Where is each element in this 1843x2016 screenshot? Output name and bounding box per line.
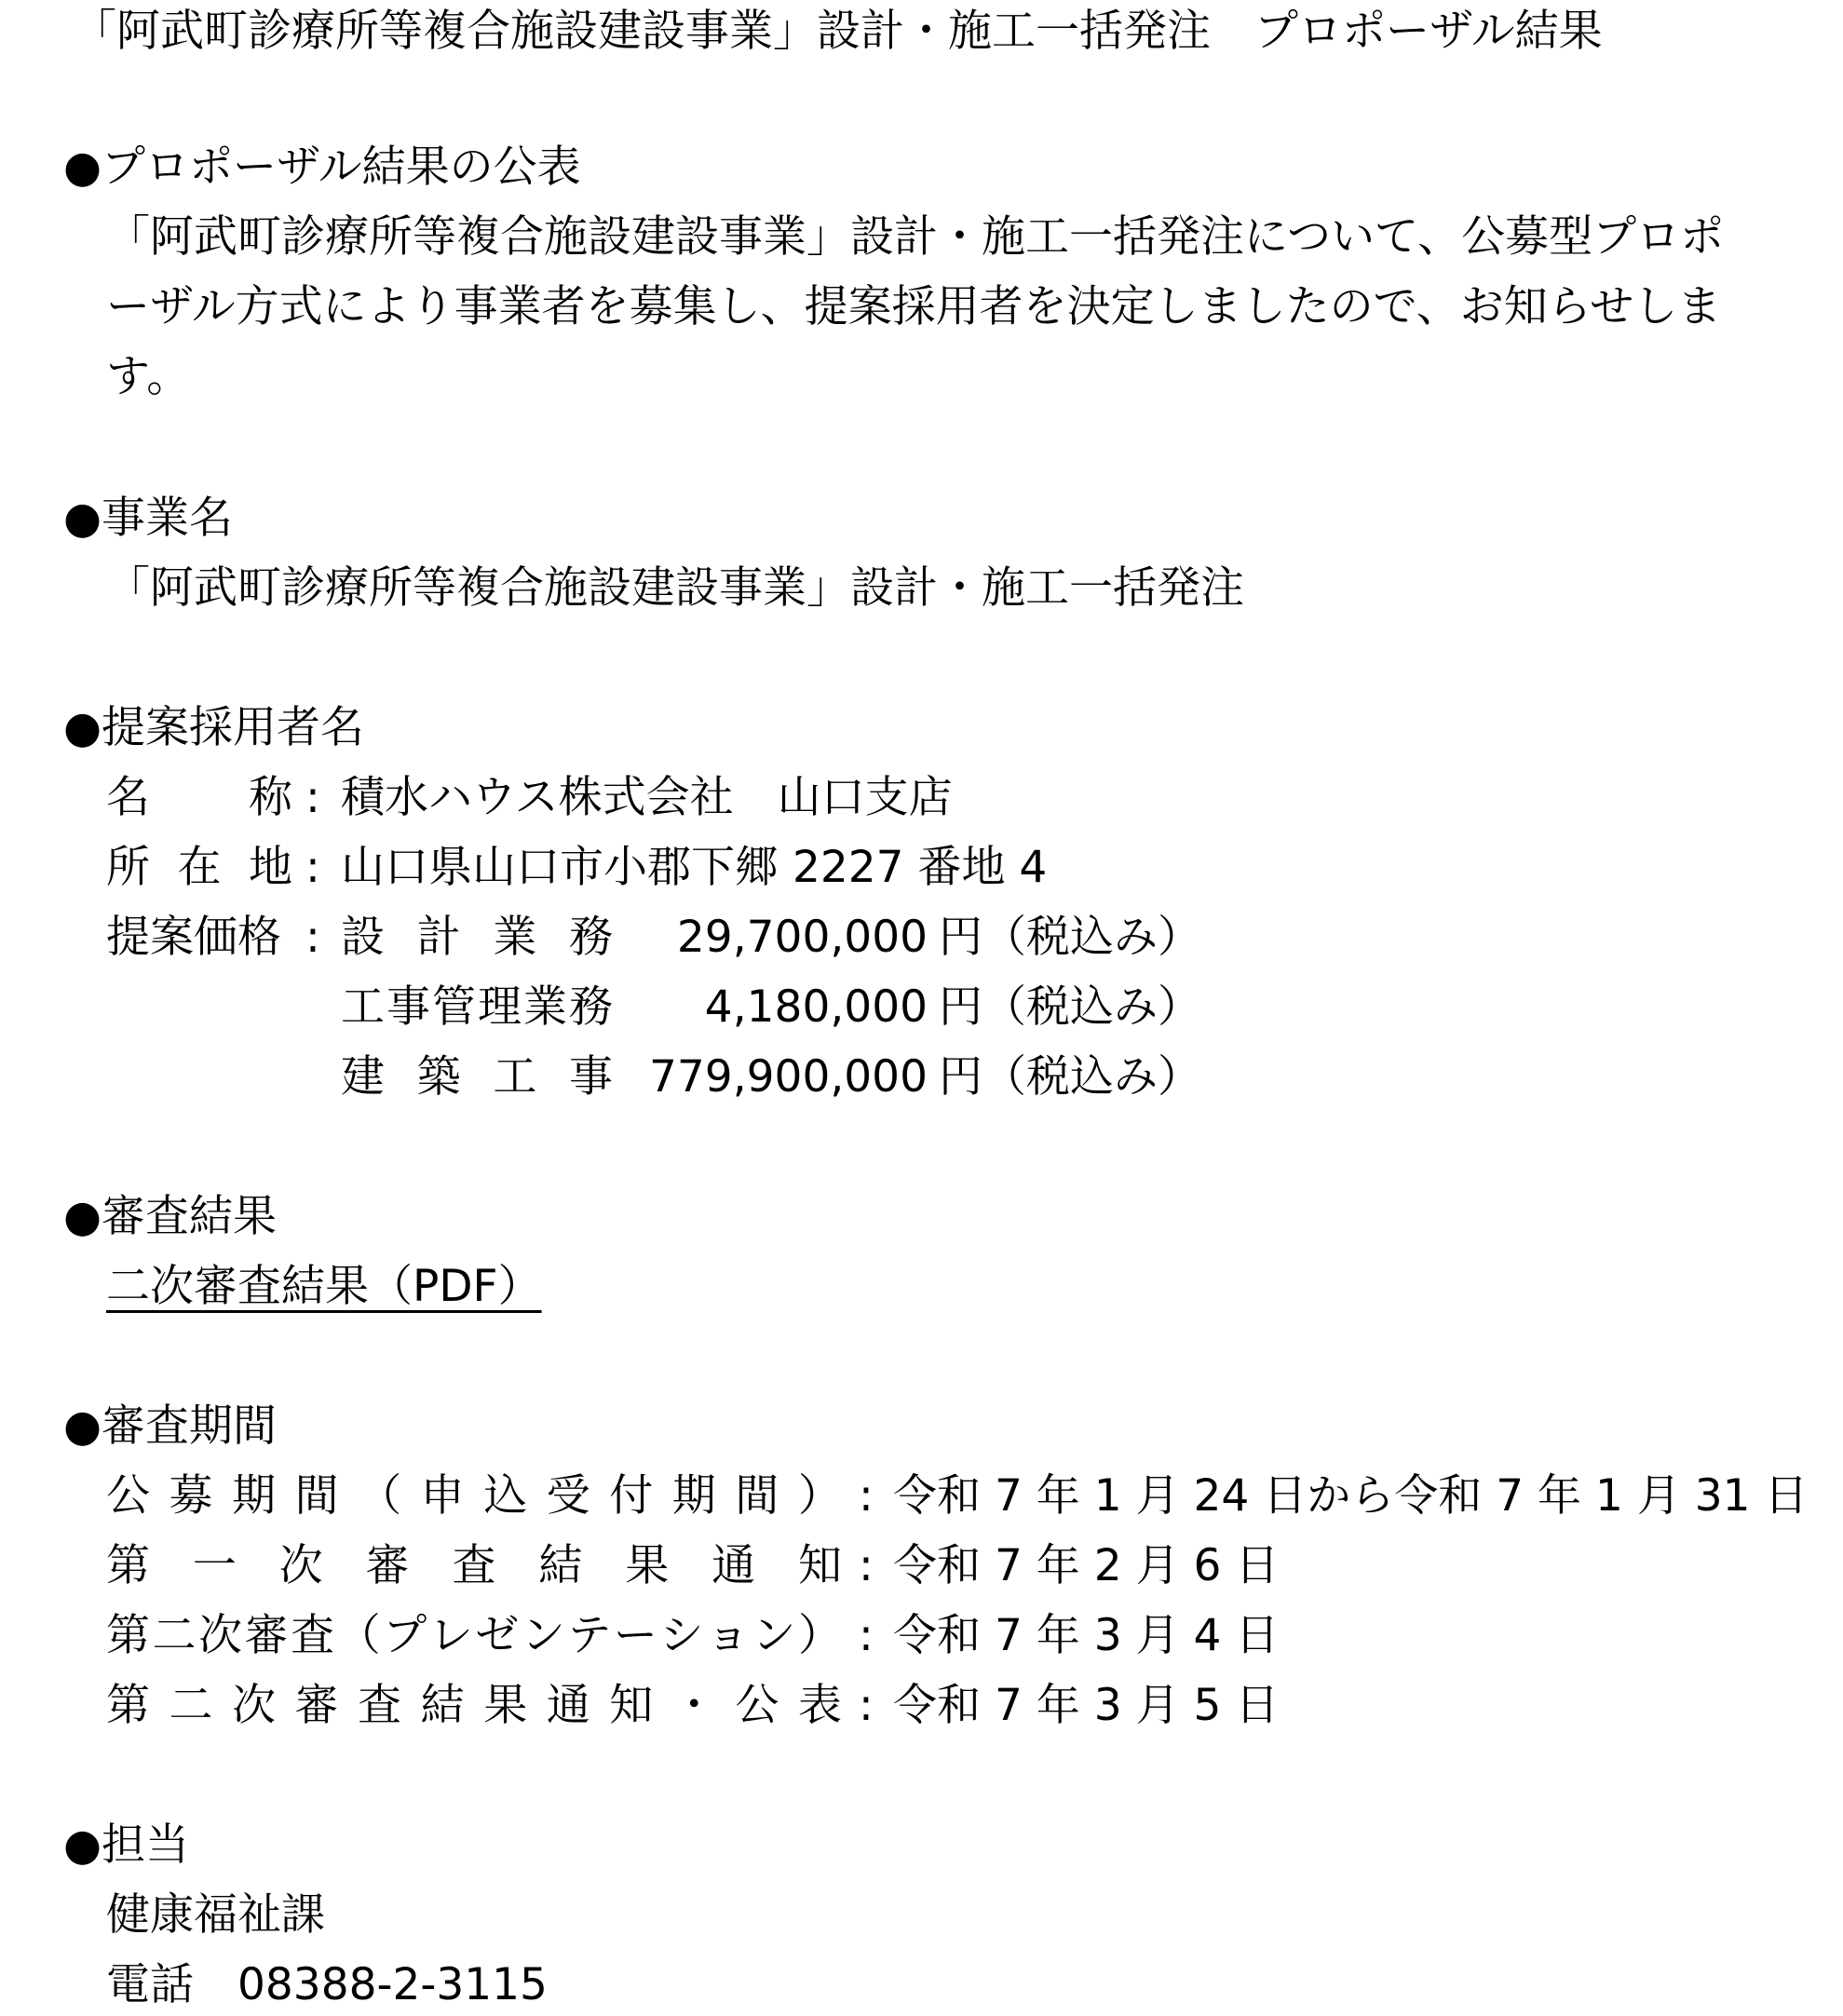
label-char: 次 — [198, 1610, 243, 1661]
label-char: ） — [797, 1610, 842, 1661]
contact-heading: ●担当 — [63, 1820, 190, 1871]
review-result-pdf-link[interactable]: 二次審査結果（PDF） — [106, 1261, 542, 1312]
label-char: 称 — [249, 772, 292, 823]
contact-phone: 電話 08388-2-3115 — [106, 1959, 548, 2010]
label-char: 名 — [106, 772, 150, 823]
label-colon: : — [859, 1540, 874, 1591]
item-char: 事 — [568, 1051, 613, 1103]
announcement-body-line-3: す。 — [106, 351, 191, 402]
page-title: 「阿武町診療所等複合施設建設事業」設計・施工一括発注 プロポーザル結果 — [73, 6, 1603, 57]
label-char: 期 — [232, 1470, 277, 1522]
label-char: 審 — [244, 1610, 289, 1661]
label-char: 知 — [798, 1540, 842, 1591]
label-char: シ — [659, 1610, 704, 1661]
review-period-value: 令和 7 年 3 月 5 日 — [893, 1680, 1280, 1731]
price-amount: 779,900,000 — [648, 1051, 928, 1103]
label-char: 付 — [609, 1470, 654, 1522]
review-result-heading: ●審査結果 — [63, 1191, 278, 1242]
label-char: 次 — [278, 1540, 323, 1591]
label-char: ョ — [705, 1610, 750, 1661]
label-char: ・ — [671, 1680, 716, 1731]
label-char: 間 — [294, 1470, 339, 1522]
review-period-value: 令和 7 年 1 月 24 日から令和 7 年 1 月 31 日 — [893, 1470, 1809, 1522]
item-char: 工 — [493, 1051, 537, 1103]
item-char: 管 — [432, 981, 476, 1033]
label-char: 審 — [294, 1680, 339, 1731]
price-amount: 4,180,000 — [704, 981, 928, 1033]
label-char: 果 — [625, 1540, 670, 1591]
label-char: （ — [336, 1610, 381, 1661]
review-period-value: 令和 7 年 3 月 4 日 — [893, 1610, 1280, 1661]
label-char: ン — [752, 1610, 796, 1661]
review-period-value: 令和 7 年 2 月 6 日 — [893, 1540, 1280, 1591]
announcement-body-line-2: ーザル方式により事業者を募集し、提案採用者を決定しましたので、お知らせしま — [106, 281, 1722, 332]
label-colon: : — [859, 1610, 874, 1661]
item-char: 理 — [478, 981, 522, 1033]
adopter-name-value: 積水ハウス株式会社 山口支店 — [341, 772, 953, 823]
item-char: 計 — [416, 912, 461, 963]
item-char: 設 — [341, 912, 385, 963]
label-char: 在 — [177, 842, 222, 893]
label-char: 査 — [358, 1680, 402, 1731]
label-char: 第 — [106, 1540, 150, 1591]
label-char: （ — [358, 1470, 402, 1522]
item-char: 務 — [569, 981, 613, 1033]
label-char: 通 — [546, 1680, 590, 1731]
label-colon: : — [859, 1470, 874, 1522]
label-char: ン — [521, 1610, 565, 1661]
label-char: ー — [613, 1610, 657, 1661]
label-char: 査 — [291, 1610, 335, 1661]
label-char: 募 — [169, 1470, 213, 1522]
label-char: 地 — [249, 842, 292, 893]
label-char: 受 — [546, 1470, 590, 1522]
label-char: 込 — [483, 1470, 528, 1522]
item-char: 築 — [416, 1051, 461, 1103]
label-char: 通 — [711, 1540, 756, 1591]
label-char: 間 — [735, 1470, 779, 1522]
label-colon: : — [305, 842, 320, 893]
label-char: 公 — [735, 1680, 779, 1731]
adopter-name-label — [106, 770, 292, 826]
label-char: ゼ — [475, 1610, 520, 1661]
label-char: 所 — [106, 842, 150, 893]
project-name: 「阿武町診療所等複合施設建設事業」設計・施工一括発注 — [106, 562, 1244, 614]
price-unit: 円（税込み） — [939, 981, 1201, 1033]
label-char: 第 — [106, 1610, 150, 1661]
price-item-name — [341, 1049, 613, 1105]
label-char: 二 — [152, 1610, 196, 1661]
adopter-heading: ●提案採用者名 — [63, 702, 365, 753]
label-char: 二 — [169, 1680, 213, 1731]
label-char: 次 — [232, 1680, 277, 1731]
item-char: 務 — [568, 912, 613, 963]
contact-department: 健康福祉課 — [106, 1889, 325, 1941]
label-char: 査 — [452, 1540, 496, 1591]
label-char: 審 — [365, 1540, 410, 1591]
label-char: 一 — [192, 1540, 237, 1591]
review-period-heading: ●審査期間 — [63, 1400, 278, 1452]
label-char: 期 — [671, 1470, 716, 1522]
price-amount: 29,700,000 — [676, 912, 928, 963]
label-char: プ — [383, 1610, 427, 1661]
item-char: 建 — [341, 1051, 385, 1103]
item-char: 業 — [493, 912, 537, 963]
item-char: 事 — [386, 981, 430, 1033]
label-char: 果 — [483, 1680, 528, 1731]
review-period-label — [106, 1468, 842, 1524]
item-char: 業 — [523, 981, 567, 1033]
review-result-pdf-link-wrap — [106, 1259, 561, 1315]
price-item-name — [341, 980, 613, 1035]
price-unit: 円（税込み） — [939, 1051, 1201, 1103]
label-char: 第 — [106, 1680, 150, 1731]
review-period-label — [106, 1678, 842, 1734]
label-char: 知 — [609, 1680, 654, 1731]
adopter-address-label — [106, 840, 292, 896]
label-char: レ — [428, 1610, 473, 1661]
review-period-label — [106, 1608, 842, 1664]
label-char: 申 — [420, 1470, 465, 1522]
label-char: ） — [797, 1470, 842, 1522]
label-char: 公 — [106, 1470, 150, 1522]
label-colon: : — [305, 912, 320, 963]
adopter-address-value: 山口県山口市小郡下郷 2227 番地 4 — [341, 842, 1048, 893]
project-heading: ●事業名 — [63, 493, 234, 544]
price-item-name — [341, 910, 613, 966]
label-char: 結 — [538, 1540, 583, 1591]
label-char: 表 — [797, 1680, 842, 1731]
item-char: 工 — [341, 981, 385, 1033]
label-colon: : — [859, 1680, 874, 1731]
label-colon: : — [305, 772, 320, 823]
price-label: 提案価格 — [106, 912, 281, 963]
label-char: 結 — [420, 1680, 465, 1731]
announcement-heading: ●プロポーザル結果の公表 — [63, 142, 581, 193]
announcement-body-line-1: 「阿武町診療所等複合施設建設事業」設計・施工一括発注について、公募型プロポ — [106, 211, 1725, 263]
price-unit: 円（税込み） — [939, 912, 1201, 963]
label-char: テ — [567, 1610, 612, 1661]
review-period-label — [106, 1538, 842, 1594]
